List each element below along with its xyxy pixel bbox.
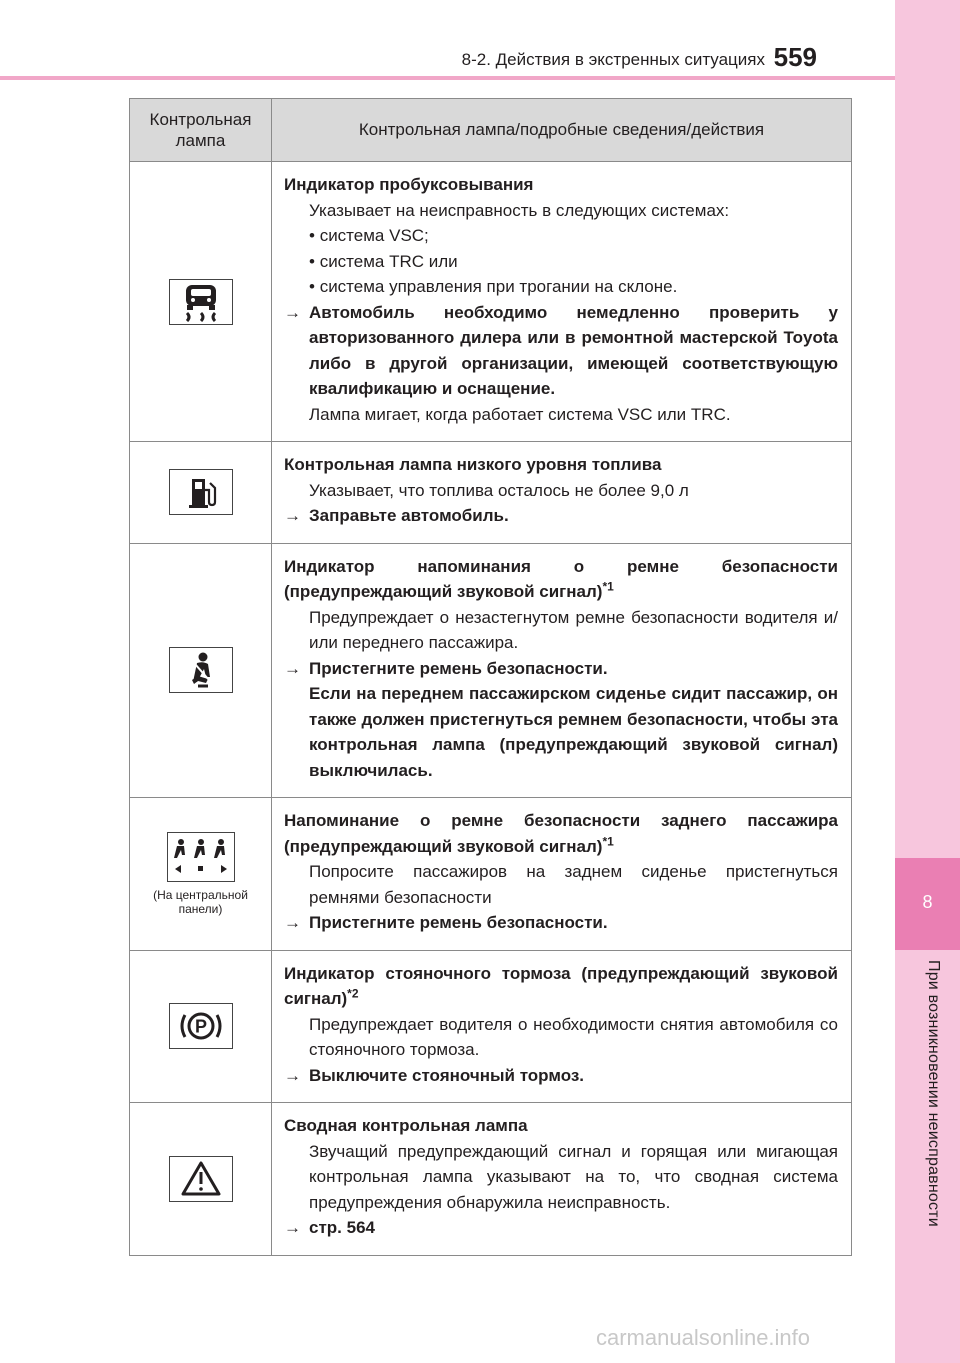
slip-indicator-icon [169, 279, 233, 325]
icon-cell [130, 442, 272, 544]
row-action: → Заправьте автомобиль. [284, 506, 509, 525]
table-row [130, 798, 852, 951]
seatbelt-icon [169, 647, 233, 693]
icon-cell [130, 950, 272, 1103]
header-rule [0, 76, 895, 80]
row-action: → Автомобиль необходимо немедленно проверить у авторизованного дилера или в ремонтной мастерской Toyota либо в другой организации, имеющей соответствующую квалификацию и оснащение. [284, 302, 838, 398]
page-header [0, 0, 895, 78]
master-warning-icon [169, 1156, 233, 1202]
chapter-label: При возникновении неисправности [925, 960, 942, 1227]
table-row [130, 162, 852, 442]
icon-cell [130, 162, 272, 442]
row-title: Индикатор стояночного тормоза (предупреждающий звуковой сигнал)$^{*2}$ [284, 963, 838, 1008]
svg-text:P: P [194, 1016, 207, 1037]
row-action: → Пристегните ремень безопасности. [284, 658, 608, 678]
row-title: Сводная контрольная лампа [284, 1116, 528, 1135]
details-cell [272, 1103, 852, 1256]
section-title: 8-2. Действия в экстренных ситуациях [461, 50, 765, 69]
row-title: Контрольная лампа низкого уровня топлива [284, 455, 662, 474]
footnote-mark: *2 [347, 986, 359, 1001]
details-cell [272, 543, 852, 798]
details-cell [272, 950, 852, 1103]
icon-cell [130, 543, 272, 798]
warning-lights-table [129, 98, 852, 1256]
row-title: Напоминание о ремне безопасности заднего пассажира (предупреждающий звуковой сигнал)$^{*1}$ [284, 811, 838, 856]
list-item: • система управления при трогании на склоне. [309, 277, 678, 296]
row-action-detail: Если на переднем пассажирском сиденье сидит пассажир, он также должен пристегнуться ремнем безопасности, чтобы эта контрольная лампа (предупреждающий звуковой сигнал) выключилась. [309, 684, 838, 780]
fuel-pump-icon [169, 469, 233, 515]
table-row [130, 1103, 852, 1256]
row-title: Индикатор пробуксовывания [284, 175, 534, 194]
column-header-details: Контрольная лампа/подробные сведения/действия [272, 99, 852, 162]
list-item: • система VSC; [309, 226, 429, 245]
row-description: Указывает на неисправность в следующих системах: [309, 200, 730, 220]
row-description: Предупреждает водителя о необходимости снятия автомобиля со стояночного тормоза. [309, 1014, 838, 1059]
rear-seatbelt-icon [167, 832, 235, 882]
row-action[interactable]: → стр. 564 [284, 1215, 838, 1241]
chapter-number: 8 [922, 892, 933, 912]
row-note: Лампа мигает, когда работает система VSC или TRC. [309, 404, 731, 424]
icon-note: (На центральной панели) [153, 887, 248, 916]
row-description: Предупреждает о незастегнутом ремне безопасности водителя и/или переднего пассажира. [309, 607, 838, 652]
row-description: Попросите пассажиров на заднем сиденье пристегнуться ремнями безопасности [309, 862, 838, 907]
column-header-lamp: Контрольная лампа [130, 99, 272, 162]
table-row [130, 950, 852, 1103]
icon-cell [130, 798, 272, 951]
icon-cell [130, 1103, 272, 1256]
watermark: carmanualsonline.info [596, 1325, 811, 1350]
details-cell [272, 162, 852, 442]
parking-brake-icon [169, 1003, 233, 1049]
footnote-mark: *1 [602, 579, 614, 594]
page-reference-link: стр. 564 [309, 1218, 375, 1237]
table-header-row [130, 99, 852, 162]
details-cell [272, 798, 852, 951]
table-row [130, 543, 852, 798]
row-action: → Пристегните ремень безопасности. [284, 913, 608, 932]
row-action: → Выключите стояночный тормоз. [284, 1065, 585, 1085]
row-description: Указывает, что топлива осталось не более 9,0 л [309, 480, 689, 500]
details-cell [272, 442, 852, 544]
list-item: • система TRC или [309, 251, 458, 271]
page-number: 559 [773, 42, 817, 72]
row-description: Звучащий предупреждающий сигнал и горящая или мигающая контрольная лампа указывают на то, что сводная система предупреждения обнаружила неисправность. [309, 1141, 838, 1212]
table-row [130, 442, 852, 544]
row-title: Индикатор напоминания о ремне безопасности (предупреждающий звуковой сигнал)$^{*1}$ [284, 556, 838, 601]
footnote-mark: *1 [602, 833, 614, 848]
